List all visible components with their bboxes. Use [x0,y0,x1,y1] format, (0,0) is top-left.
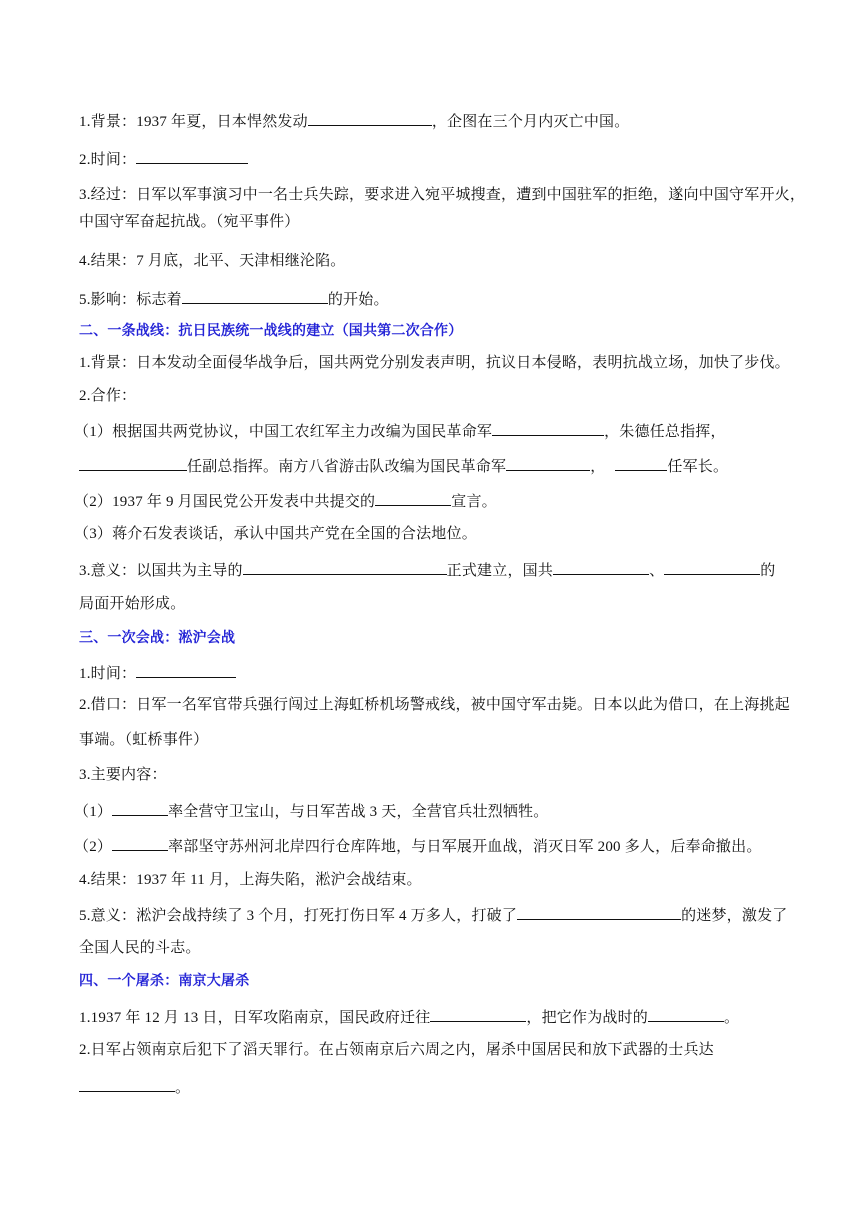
s1-background-text-end: ，企图在三个月内灭亡中国。 [431,114,630,130]
blank-field[interactable] [112,800,168,816]
s3-point1-label: （1） [74,804,113,820]
blank-field[interactable] [553,559,649,575]
blank-field[interactable] [79,1076,175,1092]
s3-result-line: 4.结果：1937 年 11 月，上海失陷，淞沪会战结束。 [79,872,422,888]
s4-item2-line-cont [79,1076,190,1098]
blank-field[interactable] [136,662,236,678]
s2-significance-text-c: 、 [649,563,665,579]
s3-significance-text-b: 的迷梦，激发了 [681,908,788,924]
s1-time-line [79,148,248,170]
section-2-heading: 二、一条战线：抗日民族统一战线的建立（国共第二次合作） [79,323,463,339]
s2-point1-text-c: 任副总指挥。南方八省游击队改编为国民革命军 [187,459,507,475]
s2-significance-line [79,559,775,581]
s2-point1-text-e: 任军长。 [667,459,729,475]
s1-impact-text: 5.影响：标志着 [79,292,182,308]
s1-impact-line [79,288,389,310]
blank-field[interactable] [664,559,760,575]
s1-process-line: 3.经过：日军以军事演习中一名士兵失踪，要求进入宛平城搜查，遭到中国驻军的拒绝，遂向中国守军开火， [79,187,806,203]
blank-field[interactable] [615,455,667,471]
s3-pretext-line-cont: 事端。（虹桥事件） [79,732,209,748]
blank-field[interactable] [430,1006,526,1022]
s3-significance-text: 5.意义：淞沪会战持续了 3 个月，打死打伤日军 4 万多人，打破了 [79,908,518,924]
blank-field[interactable] [648,1006,724,1022]
s2-point1-text-b: ，朱德任总指挥， [604,424,726,440]
blank-field[interactable] [243,559,447,575]
s3-point2-label: （2） [74,839,113,855]
blank-field[interactable] [506,455,590,471]
s3-significance-line [79,904,787,926]
s3-point1-text: 率全营守卫宝山，与日军苦战 3 天，全营官兵壮烈牺牲。 [168,804,549,820]
s2-significance-text-d: 的 [760,563,776,579]
s3-point2-text: 率部坚守苏州河北岸四行仓库阵地，与日军展开血战，消灭日军 200 多人，后奉命撤出。 [168,839,762,855]
s4-item1-text-b: ，把它作为战时的 [526,1010,649,1026]
s2-point3-line: （3）蒋介石发表谈话，承认中国共产党在全国的合法地位。 [74,526,477,542]
s2-point1-line-cont [79,455,728,477]
s1-background-text: 1.背景：1937 年夏，日本悍然发动 [79,114,308,130]
blank-field[interactable] [517,904,681,920]
s3-time-label: 1.时间： [79,666,137,682]
s2-significance-line-cont: 局面开始形成。 [79,596,186,612]
s3-significance-line-cont: 全国人民的斗志。 [79,940,201,956]
s2-significance-text: 3.意义：以国共为主导的 [79,563,243,579]
blank-field[interactable] [79,455,187,471]
s1-impact-text-end: 的开始。 [327,292,389,308]
s1-result-line: 4.结果：7 月底，北平、天津相继沦陷。 [79,253,346,269]
s3-point1-line [74,800,549,822]
s2-point1-text: （1）根据国共两党协议，中国工农红军主力改编为国民革命军 [74,424,493,440]
s2-point2-line [74,490,497,512]
s2-background-line: 1.背景：日本发动全面侵华战争后，国共两党分别发表声明，抗议日本侵略，表明抗战立场，加快了步伐。 [79,355,790,371]
s2-point1-line [74,420,726,442]
s2-significance-text-b: 正式建立，国共 [446,563,554,579]
blank-field[interactable] [308,110,432,126]
s1-background-line [79,110,629,132]
s3-time-line [79,662,236,684]
s4-item1-text-c: 。 [724,1010,740,1026]
s3-pretext-line: 2.借口：日军一名军官带兵强行闯过上海虹桥机场警戒线，被中国守军击毙。日本以此为借口，在上海挑起 [79,697,790,713]
blank-field[interactable] [112,835,168,851]
blank-field[interactable] [375,490,451,506]
section-3-heading: 三、一次会战：淞沪会战 [79,630,236,646]
s1-time-label: 2.时间： [79,152,137,168]
section-4-heading: 四、一个屠杀：南京大屠杀 [79,973,250,989]
s2-point1-text-d: ， [590,459,606,475]
s2-point2-text: （2）1937 年 9 月国民党公开发表中共提交的 [74,494,376,510]
s3-content-label: 3.主要内容： [79,767,167,783]
s1-process-line-cont: 中国守军奋起抗战。（宛平事件） [79,214,300,230]
s4-item2-line: 2.日军占领南京后犯下了滔天罪行。在占领南京后六周之内，屠杀中国居民和放下武器的士兵达 [79,1042,714,1058]
s4-item1-text: 1.1937 年 12 月 13 日，日军攻陷南京，国民政府迁往 [79,1010,431,1026]
s3-point2-line [74,835,762,857]
blank-field[interactable] [136,148,248,164]
s2-point2-text-end: 宣言。 [451,494,497,510]
blank-field[interactable] [182,288,328,304]
s4-item2-text-end: 。 [175,1080,191,1096]
s2-cooperation-label: 2.合作： [79,388,137,404]
s4-item1-line [79,1006,739,1028]
blank-field[interactable] [492,420,604,436]
